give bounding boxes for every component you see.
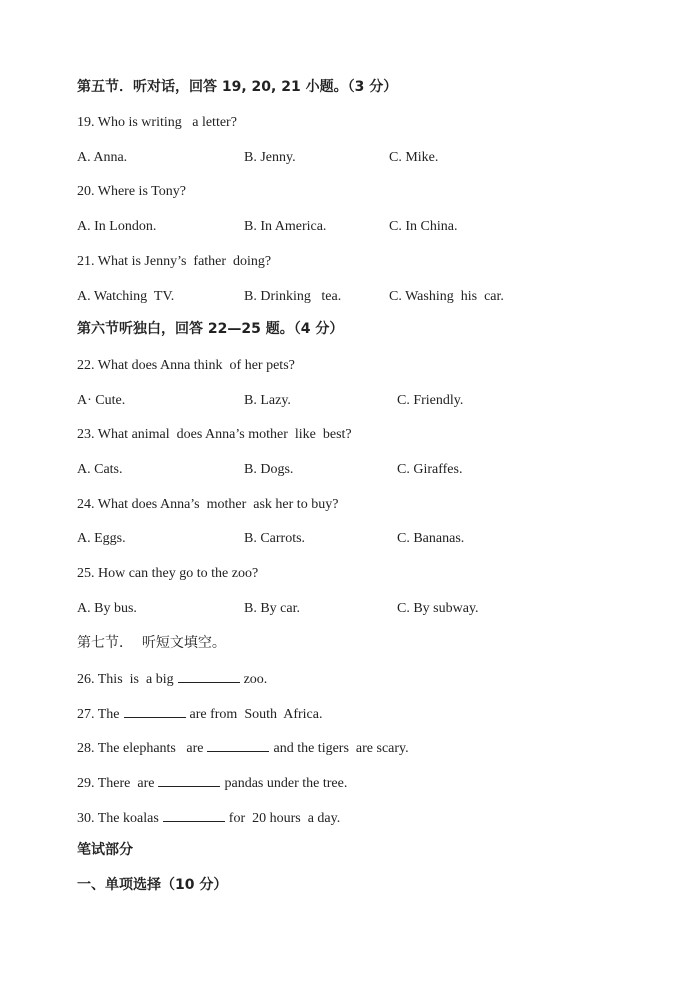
q24-option-c: C. Bananas. <box>397 531 465 546</box>
question-22: 22. What does Anna think of her pets? <box>77 358 295 373</box>
q24-option-a: A. Eggs. <box>77 531 126 546</box>
question-27 <box>77 704 322 724</box>
multiple-choice-heading: 一、单项选择（10 分） <box>77 877 228 893</box>
q29-text-before: 29. There are <box>77 776 155 791</box>
q26-text-after: zoo. <box>243 672 268 687</box>
question-23: 23. What animal does Anna’s mother like best? <box>77 427 352 442</box>
q23-option-a: A. Cats. <box>77 462 123 477</box>
q20-option-c: C. In China. <box>389 219 458 234</box>
q21-option-a: A. Watching TV. <box>77 289 175 304</box>
q19-option-b: B. Jenny. <box>244 150 296 165</box>
q25-option-c: C. By subway. <box>397 601 479 616</box>
q28-blank <box>207 738 269 752</box>
question-28 <box>77 738 409 758</box>
q27-text-before: 27. The <box>77 707 120 722</box>
question-21: 21. What is Jenny’s father doing? <box>77 254 272 269</box>
q30-text-after: for 20 hours a day. <box>228 811 341 826</box>
question-24: 24. What does Anna’s mother ask her to buy? <box>77 497 339 512</box>
q20-option-b: B. In America. <box>244 219 327 234</box>
q22-option-c: C. Friendly. <box>397 393 464 408</box>
q30-text-before: 30. The koalas <box>77 811 159 826</box>
q20-option-a: A. In London. <box>77 219 157 234</box>
q21-option-b: B. Drinking tea. <box>244 289 342 304</box>
q19-option-c: C. Mike. <box>389 150 439 165</box>
question-20: 20. Where is Tony? <box>77 184 186 199</box>
written-part-heading: 笔试部分 <box>77 842 133 858</box>
q19-option-a: A. Anna. <box>77 150 128 165</box>
q30-blank <box>163 808 225 822</box>
q25-option-b: B. By car. <box>244 601 300 616</box>
section5-heading: 第五节．听对话，回答 19, 20, 21 小题。（3 分） <box>77 79 398 95</box>
q29-blank <box>158 773 220 787</box>
q22-option-a: A· Cute. <box>77 393 126 408</box>
q23-option-c: C. Giraffes. <box>397 462 463 477</box>
question-30 <box>77 808 340 828</box>
q22-option-b: B. Lazy. <box>244 393 291 408</box>
question-29 <box>77 773 347 793</box>
q25-option-a: A. By bus. <box>77 601 137 616</box>
q27-text-after: are from South Africa. <box>189 707 323 722</box>
question-26 <box>77 669 267 689</box>
q29-text-after: pandas under the tree. <box>224 776 348 791</box>
q28-text-before: 28. The elephants are <box>77 741 204 756</box>
q24-option-b: B. Carrots. <box>244 531 306 546</box>
question-25: 25. How can they go to the zoo? <box>77 566 259 581</box>
section7-heading: 第七节． 听短文填空。 <box>77 635 226 651</box>
q26-blank <box>178 669 240 683</box>
q28-text-after: and the tigers are scary. <box>273 741 409 756</box>
q27-blank <box>124 704 186 718</box>
q26-text-before: 26. This is a big <box>77 672 174 687</box>
section6-heading: 第六节听独白，回答 22—25 题。（4 分） <box>77 321 344 337</box>
question-19: 19. Who is writing a letter? <box>77 115 237 130</box>
q21-option-c: C. Washing his car. <box>389 289 504 304</box>
q23-option-b: B. Dogs. <box>244 462 294 477</box>
